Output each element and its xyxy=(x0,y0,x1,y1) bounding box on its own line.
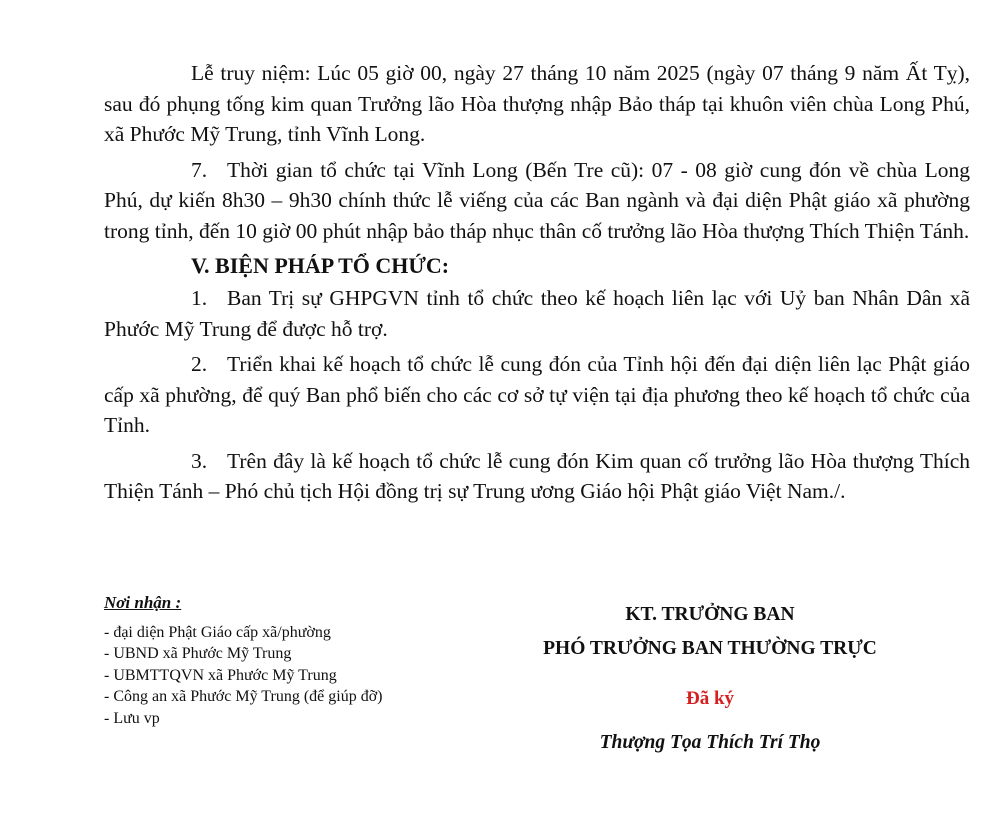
item-text: Thời gian tổ chức tại Vĩnh Long (Bến Tre cũ): 07 - 08 giờ cung đón về chùa Long Phú, dự kiến 8h30 – 9h30 chính thức lễ viếng của các Ban ngành và đại diện Phật giáo xã phường trong tỉnh, đến 10 giờ 00 phút nhập bảo tháp nhục thân cố trưởng lão Hòa thượng Thích Thiện Tánh. xyxy=(104,157,970,243)
recipient-item: - UBND xã Phước Mỹ Trung xyxy=(104,645,292,662)
recipient-item: - UBMTTQVN xã Phước Mỹ Trung xyxy=(104,666,337,684)
item-number: 3. xyxy=(191,448,208,473)
recipients-block xyxy=(104,592,524,729)
section-heading: V. BIỆN PHÁP TỔ CHỨC: xyxy=(191,253,450,278)
item-number: 2. xyxy=(191,352,208,376)
item-text: Ban Trị sự GHPGVN tỉnh tổ chức theo kế hoạch liên lạc với Uỷ ban Nhân Dân xã Phước Mỹ Trung để được hỗ trợ. xyxy=(104,286,970,341)
section-item xyxy=(104,283,970,344)
signature-block xyxy=(500,598,920,754)
document-body xyxy=(104,58,970,512)
item-text: Triển khai kế hoạch tổ chức lễ cung đón của Tỉnh hội đến đại diện liên lạc Phật giáo cấp xã phường, để quý Ban phổ biến cho các cơ sở tự viện tại địa phương theo kế hoạch tổ chức của Tỉnh. xyxy=(104,352,970,437)
signature-title-line2: PHÓ TRƯỞNG BAN THƯỜNG TRỰC xyxy=(543,638,877,659)
section-item xyxy=(104,446,970,507)
recipients-title: Nơi nhận : xyxy=(104,593,182,612)
signer-name: Thượng Tọa Thích Trí Thọ xyxy=(599,732,821,753)
item-text: Trên đây là kế hoạch tổ chức lễ cung đón Kim quan cố trưởng lão Hòa thượng Thích Thiện Tánh – Phó chủ tịch Hội đồng trị sự Trung ương Giáo hội Phật giáo Việt Nam./. xyxy=(104,448,970,503)
paragraph-memorial: Lễ truy niệm: Lúc 05 giờ 00, ngày 27 tháng 10 năm 2025 (ngày 07 tháng 9 năm Ất Tỵ), sau đó phụng tống kim quan Trưởng lão Hòa thượng nhập Bảo tháp tại khuôn viên chùa Long Phú, xã Phước Mỹ Trung, tỉnh Vĩnh Long. xyxy=(104,61,970,146)
item-number: 7. xyxy=(191,157,208,182)
recipient-item: - Công an xã Phước Mỹ Trung (để giúp đỡ) xyxy=(104,688,383,705)
recipient-item: - đại diện Phật Giáo cấp xã/phường xyxy=(104,623,331,641)
recipient-item: - Lưu vp xyxy=(104,709,160,727)
signature-title-line1: KT. TRƯỞNG BAN xyxy=(625,604,795,625)
signed-status: Đã ký xyxy=(685,688,735,709)
section-item xyxy=(104,349,970,441)
item-number: 1. xyxy=(191,286,208,310)
paragraph-item-7 xyxy=(104,155,970,247)
